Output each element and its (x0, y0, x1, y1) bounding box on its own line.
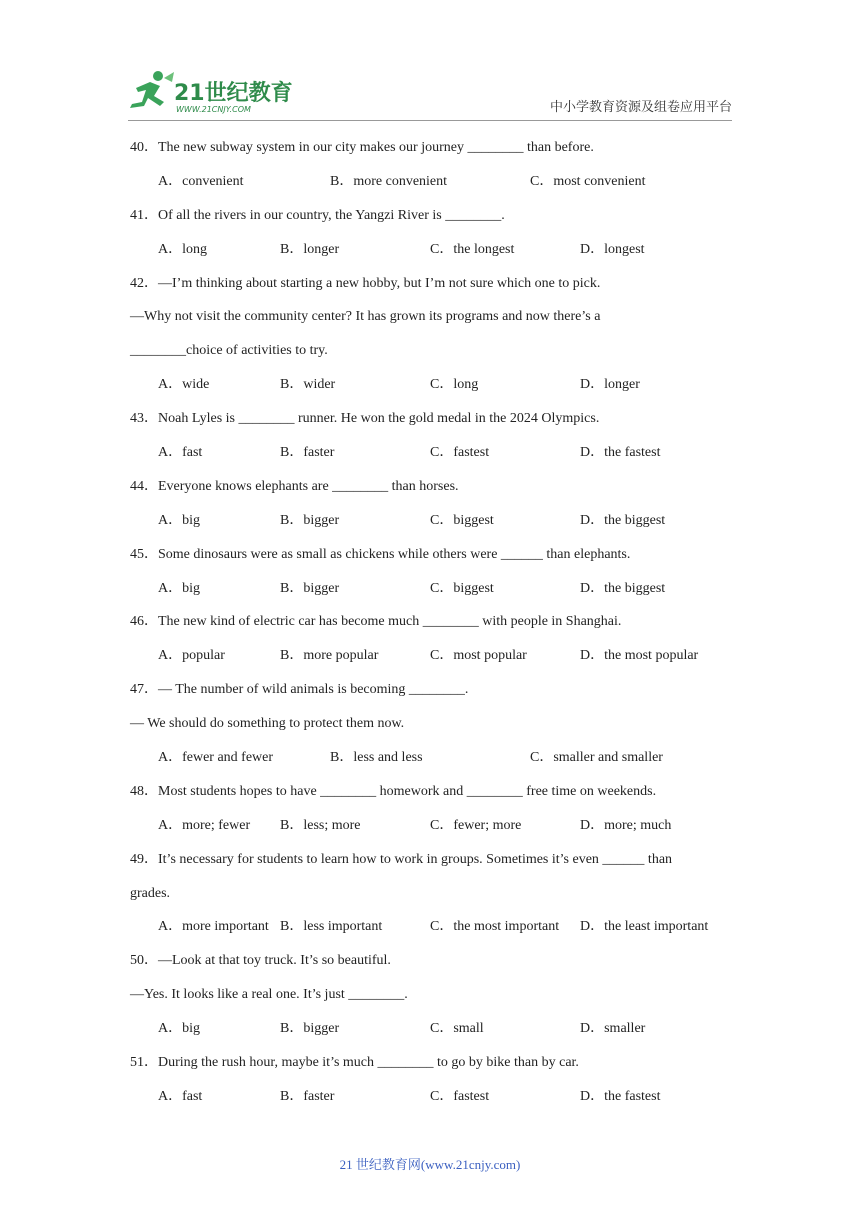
question (130, 609, 750, 677)
question-stem: — We should do something to protect them now. (130, 716, 405, 732)
question-list (130, 135, 750, 1118)
answer-option[interactable]: B．less and less (330, 750, 423, 766)
question (130, 948, 750, 1050)
answer-option[interactable]: D．the biggest (580, 512, 666, 528)
option-row (130, 1084, 750, 1118)
answer-option[interactable]: A．long (158, 241, 207, 257)
answer-option[interactable]: A．fewer and fewer (158, 750, 274, 766)
question-stem: 48．Most students hopes to have ________ homework and ________ free time on weekends. (130, 783, 657, 799)
answer-option[interactable]: B．more convenient (330, 173, 448, 189)
question-stem: grades. (130, 885, 171, 901)
question-stem: ________choice of activities to try. (130, 343, 328, 359)
option-row (130, 237, 750, 271)
question-stem: 47．— The number of wild animals is becoming ________. (130, 682, 469, 698)
answer-option[interactable]: B．longer (280, 241, 340, 257)
answer-option[interactable]: D．longer (580, 377, 640, 393)
option-row (130, 576, 750, 610)
answer-option[interactable]: A．more; fewer (158, 817, 251, 833)
answer-option[interactable]: C．biggest (430, 580, 494, 596)
answer-option[interactable]: C．the longest (430, 241, 515, 257)
question-stem: 50．—Look at that toy truck. It’s so beautiful. (130, 953, 391, 969)
site-logo (120, 68, 300, 118)
option-row (130, 1016, 750, 1050)
question (130, 271, 750, 407)
answer-option[interactable]: D．smaller (580, 1021, 646, 1037)
answer-option[interactable]: D．longest (580, 241, 645, 257)
option-row (130, 440, 750, 474)
option-row (130, 745, 750, 779)
question (130, 542, 750, 610)
answer-option[interactable]: C．long (430, 377, 479, 393)
logo-url: WWW.21CNJY.COM (176, 105, 251, 114)
question-stem: 41．Of all the rivers in our country, the Yangzi River is ________. (130, 207, 505, 223)
question (130, 135, 750, 203)
answer-option[interactable]: C．small (430, 1021, 484, 1037)
answer-option[interactable]: D．more; much (580, 817, 672, 833)
question-stem: 46．The new kind of electric car has become much ________ with people in Shanghai. (130, 614, 622, 630)
option-row (130, 169, 750, 203)
question (130, 474, 750, 542)
answer-option[interactable]: C．most popular (430, 648, 527, 664)
answer-option[interactable]: B．bigger (280, 580, 340, 596)
question-stem: 42．—I’m thinking about starting a new hobby, but I’m not sure which one to pick. (130, 275, 601, 291)
answer-option[interactable]: A．big (158, 580, 200, 596)
answer-option[interactable]: B．less; more (280, 817, 361, 833)
question-stem: 43．Noah Lyles is ________ runner. He won the gold medal in the 2024 Olympics. (130, 411, 600, 427)
answer-option[interactable]: B．more popular (280, 648, 379, 664)
answer-option[interactable]: C．fewer; more (430, 817, 522, 833)
answer-option[interactable]: B．wider (280, 377, 336, 393)
question (130, 1050, 750, 1118)
answer-option[interactable]: A．big (158, 1021, 200, 1037)
answer-option[interactable]: A．more important (158, 919, 269, 935)
answer-option[interactable]: A．fast (158, 445, 203, 461)
answer-option[interactable]: D．the least important (580, 919, 709, 935)
option-row (130, 372, 750, 406)
answer-option[interactable]: B．less important (280, 919, 383, 935)
question-stem: —Yes. It looks like a real one. It’s just ________. (130, 987, 408, 1003)
option-row (130, 813, 750, 847)
question-stem: 51．During the rush hour, maybe it’s much ________ to go by bike than by car. (130, 1055, 579, 1071)
question (130, 203, 750, 271)
answer-option[interactable]: C．fastest (430, 1088, 490, 1104)
question-stem: 45．Some dinosaurs were as small as chickens while others were ______ than elephants. (130, 546, 631, 562)
answer-option[interactable]: B．bigger (280, 1021, 340, 1037)
question-stem: 44．Everyone knows elephants are ________ than horses. (130, 478, 459, 494)
answer-option[interactable]: D．the fastest (580, 1088, 661, 1104)
question (130, 677, 750, 779)
answer-option[interactable]: B．bigger (280, 512, 340, 528)
page-header (0, 0, 860, 125)
platform-name: 中小学教育资源及组卷应用平台 (550, 100, 733, 115)
answer-option[interactable]: B．faster (280, 445, 335, 461)
question (130, 779, 750, 847)
question (130, 406, 750, 474)
answer-option[interactable]: A．wide (158, 377, 210, 393)
option-row (130, 643, 750, 677)
answer-option[interactable]: C．the most important (430, 919, 560, 935)
answer-option[interactable]: C．most convenient (530, 173, 646, 189)
header-divider (128, 120, 732, 121)
answer-option[interactable]: C．fastest (430, 445, 490, 461)
answer-option[interactable]: C．biggest (430, 512, 494, 528)
question-stem: —Why not visit the community center? It has grown its programs and now there’s a (130, 309, 601, 325)
answer-option[interactable]: A．convenient (158, 173, 244, 189)
answer-option[interactable]: D．the fastest (580, 445, 661, 461)
answer-option[interactable]: A．popular (158, 648, 225, 664)
option-row (130, 508, 750, 542)
answer-option[interactable]: D．the most popular (580, 648, 699, 664)
runner-icon (130, 71, 174, 108)
logo-text: 21世纪教育 (174, 81, 293, 106)
answer-option[interactable]: A．big (158, 512, 200, 528)
question (130, 847, 750, 949)
answer-option[interactable]: D．the biggest (580, 580, 666, 596)
answer-option[interactable]: A．fast (158, 1088, 203, 1104)
page-footer: 21 世纪教育网(www.21cnjy.com) (339, 1157, 521, 1172)
question-stem: 40．The new subway system in our city makes our journey ________ than before. (130, 140, 594, 155)
option-row (130, 914, 750, 948)
answer-option[interactable]: B．faster (280, 1088, 335, 1104)
answer-option[interactable]: C．smaller and smaller (530, 750, 663, 766)
question-stem: 49．It’s necessary for students to learn how to work in groups. Sometimes it’s even ______ than (130, 851, 673, 867)
